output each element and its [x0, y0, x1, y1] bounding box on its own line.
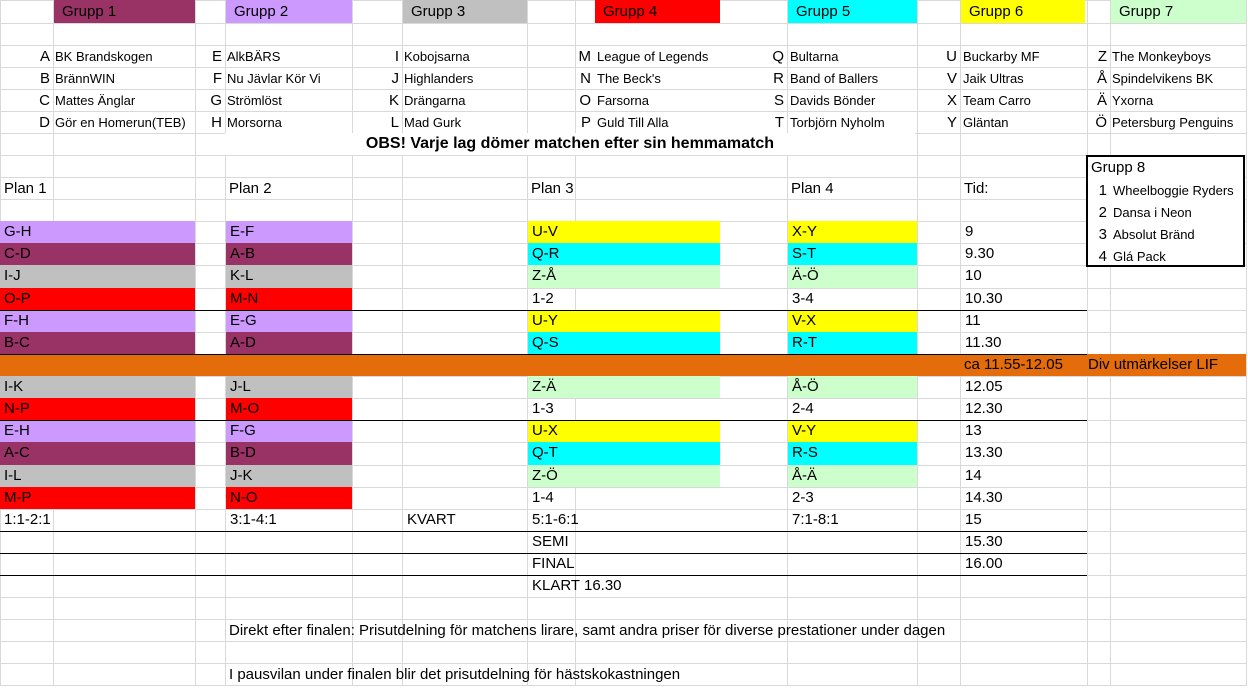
- plan2-match[interactable]: J-L: [226, 376, 352, 398]
- team-name[interactable]: AlkBÄRS: [227, 49, 281, 64]
- plan2-header[interactable]: Plan 2: [229, 180, 272, 197]
- separator-line: [0, 354, 1087, 355]
- team-name[interactable]: Kobojsarna: [404, 49, 470, 64]
- plan2-match[interactable]: K-L: [226, 265, 352, 288]
- plan3-match[interactable]: U-X: [528, 420, 720, 442]
- time-value[interactable]: 12.30: [965, 400, 1003, 417]
- plan4-match[interactable]: R-T: [788, 332, 917, 354]
- plan1-header[interactable]: Plan 1: [4, 180, 47, 197]
- time-value[interactable]: 9.30: [965, 245, 995, 262]
- team-name[interactable]: Petersburg Penguins: [1112, 115, 1234, 130]
- team-letter[interactable]: H: [211, 114, 222, 131]
- plan2-match[interactable]: 3:1-4:1: [230, 511, 277, 528]
- plan4-match[interactable]: Å-Ä: [788, 465, 917, 487]
- plan1-match[interactable]: C-D: [0, 243, 195, 265]
- plan3-match[interactable]: 1-3: [532, 400, 554, 417]
- separator-line: [0, 420, 1087, 421]
- team-name[interactable]: Mad Gurk: [404, 115, 462, 130]
- separator-line: [0, 310, 1087, 311]
- grid-row-line: [0, 597, 1246, 598]
- plan3-match[interactable]: SEMI: [532, 533, 569, 550]
- plan4-match[interactable]: 2-3: [792, 489, 814, 506]
- group8-number[interactable]: 3: [1098, 226, 1107, 243]
- plan1-match[interactable]: O-P: [0, 288, 195, 310]
- plan2-match[interactable]: A-D: [226, 332, 352, 354]
- separator-line: [0, 575, 1087, 576]
- plan4-match[interactable]: 3-4: [792, 290, 814, 307]
- group-header-7[interactable]: Grupp 7: [1111, 0, 1246, 23]
- team-letter[interactable]: U: [946, 48, 957, 65]
- team-letter[interactable]: O: [579, 92, 591, 109]
- team-name[interactable]: Gläntan: [963, 115, 1009, 130]
- plan4-match[interactable]: X-Y: [788, 221, 917, 243]
- team-name[interactable]: Team Carro: [963, 93, 1031, 108]
- plan4-match[interactable]: V-Y: [788, 420, 917, 442]
- plan3-match[interactable]: Q-S: [528, 332, 720, 354]
- plan4-header[interactable]: Plan 4: [791, 180, 834, 197]
- team-letter[interactable]: E: [211, 48, 222, 65]
- team-name[interactable]: BrännWIN: [55, 71, 115, 86]
- team-name[interactable]: Strömlöst: [227, 93, 282, 108]
- time-value[interactable]: 10: [965, 267, 982, 284]
- plan2-match[interactable]: B-D: [226, 442, 352, 465]
- plan1-match[interactable]: B-C: [0, 332, 195, 354]
- team-letter[interactable]: B: [39, 70, 50, 87]
- team-name[interactable]: Spindelvikens BK: [1112, 71, 1214, 86]
- team-name[interactable]: Nu Jävlar Kör Vi: [227, 71, 321, 86]
- grid-row-line: [0, 23, 1246, 24]
- team-name[interactable]: Buckarby MF: [963, 49, 1040, 64]
- team-name[interactable]: Morsorna: [227, 115, 282, 130]
- team-letter[interactable]: Q: [772, 48, 784, 65]
- time-value[interactable]: 13.30: [965, 444, 1003, 461]
- plan4-match[interactable]: S-T: [788, 243, 917, 265]
- group8-team[interactable]: Absolut Bränd: [1113, 227, 1195, 242]
- team-letter[interactable]: X: [946, 92, 957, 109]
- team-letter[interactable]: D: [39, 114, 50, 131]
- team-letter[interactable]: J: [391, 70, 399, 87]
- time-value[interactable]: 9: [965, 223, 974, 240]
- team-letter[interactable]: C: [39, 92, 50, 109]
- plan1-match[interactable]: F-H: [0, 310, 195, 332]
- footer-prize-text[interactable]: Direkt efter finalen: Prisutdelning för matchens lirare, samt andra priser för diverse prestationer under dagen: [229, 622, 946, 639]
- plan3-match[interactable]: Z-Ö: [528, 465, 720, 487]
- plan3-match[interactable]: Z-Å: [528, 265, 720, 288]
- team-name[interactable]: Band of Ballers: [790, 71, 879, 86]
- group-header-3[interactable]: Grupp 3: [403, 0, 527, 23]
- group8-team[interactable]: Dansa i Neon: [1113, 205, 1192, 220]
- plan3-match[interactable]: Q-T: [528, 442, 720, 465]
- break-text[interactable]: Div utmärkelser LIF: [1088, 356, 1219, 373]
- team-letter[interactable]: L: [390, 114, 399, 131]
- break-time[interactable]: ca 11.55-12.05: [964, 356, 1063, 373]
- team-letter[interactable]: P: [580, 114, 591, 131]
- team-name[interactable]: Jaik Ultras: [963, 71, 1024, 86]
- plan3-match[interactable]: FINAL: [532, 555, 575, 572]
- time-value[interactable]: 11.30: [965, 334, 1002, 351]
- plan3-match[interactable]: Z-Ä: [528, 376, 720, 398]
- team-name[interactable]: League of Legends: [597, 49, 709, 64]
- plan3-match[interactable]: U-Y: [528, 310, 720, 332]
- team-name[interactable]: BK Brandskogen: [55, 49, 153, 64]
- kvart-label[interactable]: KVART: [407, 511, 456, 528]
- plan3-match[interactable]: 1-2: [532, 290, 554, 307]
- time-value[interactable]: 13: [965, 422, 982, 439]
- team-letter[interactable]: Z: [1097, 48, 1107, 65]
- plan4-match[interactable]: 7:1-8:1: [792, 511, 839, 528]
- plan1-match[interactable]: A-C: [0, 442, 195, 465]
- team-letter[interactable]: A: [39, 48, 50, 65]
- team-letter[interactable]: Y: [946, 114, 957, 131]
- group-header-2[interactable]: Grupp 2: [226, 0, 352, 23]
- plan1-match[interactable]: G-H: [0, 221, 195, 243]
- group8-title[interactable]: Grupp 8: [1091, 159, 1146, 176]
- plan1-match[interactable]: N-P: [0, 398, 195, 420]
- group8-number[interactable]: 1: [1098, 182, 1107, 199]
- group8-team[interactable]: Glá Pack: [1113, 249, 1166, 264]
- plan3-match[interactable]: 5:1-6:1: [532, 511, 579, 528]
- group-header-1[interactable]: Grupp 1: [54, 0, 195, 23]
- team-letter[interactable]: V: [946, 70, 957, 87]
- plan1-match[interactable]: I-J: [0, 265, 195, 288]
- plan4-match[interactable]: V-X: [788, 310, 917, 332]
- team-letter[interactable]: N: [580, 70, 591, 87]
- plan2-match[interactable]: J-K: [226, 465, 352, 487]
- team-name[interactable]: Bultarna: [790, 49, 839, 64]
- plan1-match[interactable]: 1:1-2:1: [4, 511, 51, 528]
- plan1-match[interactable]: M-P: [0, 487, 195, 509]
- team-name[interactable]: Highlanders: [404, 71, 474, 86]
- team-name[interactable]: Guld Till Alla: [597, 115, 669, 130]
- plan2-match[interactable]: N-O: [226, 487, 352, 509]
- time-value[interactable]: 15.30: [965, 533, 1003, 550]
- time-value[interactable]: 14: [965, 467, 982, 484]
- team-name[interactable]: Davids Bönder: [790, 93, 876, 108]
- plan1-match[interactable]: E-H: [0, 420, 195, 442]
- team-letter[interactable]: I: [394, 48, 399, 65]
- plan4-match[interactable]: Ä-Ö: [788, 265, 917, 288]
- team-letter[interactable]: F: [212, 70, 222, 87]
- plan3-match[interactable]: KLART 16.30: [532, 577, 622, 594]
- team-letter[interactable]: T: [774, 114, 784, 131]
- team-letter[interactable]: Å: [1096, 70, 1107, 87]
- team-letter[interactable]: R: [773, 70, 784, 87]
- group-header-5[interactable]: Grupp 5: [788, 0, 917, 23]
- team-letter[interactable]: K: [388, 92, 399, 109]
- time-value[interactable]: 15: [965, 511, 982, 528]
- time-value[interactable]: 14.30: [965, 489, 1003, 506]
- team-letter[interactable]: Ö: [1095, 114, 1107, 131]
- group8-team[interactable]: Wheelboggie Ryders: [1113, 183, 1234, 198]
- plan3-match[interactable]: U-V: [528, 221, 720, 243]
- footer-horseshoe-text[interactable]: I pausvilan under finalen blir det prisutdelning för hästskokastningen: [229, 666, 681, 683]
- team-name[interactable]: The Beck's: [597, 71, 661, 86]
- group-header-4[interactable]: Grupp 4: [595, 0, 720, 23]
- plan4-match[interactable]: Å-Ö: [788, 376, 917, 398]
- team-letter[interactable]: M: [578, 48, 591, 65]
- team-letter[interactable]: Ä: [1096, 92, 1107, 109]
- plan1-match[interactable]: I-K: [0, 376, 195, 398]
- team-name[interactable]: The Monkeyboys: [1112, 49, 1211, 64]
- plan1-match[interactable]: I-L: [0, 465, 195, 487]
- plan3-header[interactable]: Plan 3: [531, 180, 574, 197]
- plan3-match[interactable]: 1-4: [532, 489, 554, 506]
- plan2-match[interactable]: A-B: [226, 243, 352, 265]
- time-value[interactable]: 16.00: [965, 555, 1003, 572]
- notice-text[interactable]: OBS! Varje lag dömer matchen efter sin hemmamatch: [225, 133, 915, 155]
- plan4-match[interactable]: 2-4: [792, 400, 814, 417]
- plan2-match[interactable]: E-F: [226, 221, 352, 243]
- team-letter[interactable]: S: [773, 92, 784, 109]
- time-value[interactable]: 11: [965, 312, 981, 329]
- grid-row-line: [0, 155, 1246, 156]
- group-header-6[interactable]: Grupp 6: [961, 0, 1085, 23]
- team-name[interactable]: Torbjörn Nyholm: [790, 115, 885, 130]
- team-name[interactable]: Gör en Homerun(TEB): [55, 115, 186, 130]
- time-value[interactable]: 10.30: [965, 290, 1003, 307]
- plan4-match[interactable]: R-S: [788, 442, 917, 465]
- team-name[interactable]: Farsorna: [597, 93, 650, 108]
- group8-number[interactable]: 4: [1098, 248, 1107, 265]
- plan2-match[interactable]: M-O: [226, 398, 352, 420]
- time-value[interactable]: 12.05: [965, 378, 1003, 395]
- separator-line: [0, 531, 1087, 532]
- team-name[interactable]: Drängarna: [404, 93, 466, 108]
- team-name[interactable]: Mattes Änglar: [55, 93, 136, 108]
- team-name[interactable]: Yxorna: [1112, 93, 1154, 108]
- team-letter[interactable]: G: [210, 92, 222, 109]
- separator-line: [0, 553, 1087, 554]
- tid-header[interactable]: Tid:: [964, 180, 989, 197]
- plan2-match[interactable]: M-N: [226, 288, 352, 310]
- plan3-match[interactable]: Q-R: [528, 243, 720, 265]
- plan2-match[interactable]: F-G: [226, 420, 352, 442]
- plan2-match[interactable]: E-G: [226, 310, 352, 332]
- group8-number[interactable]: 2: [1098, 204, 1107, 221]
